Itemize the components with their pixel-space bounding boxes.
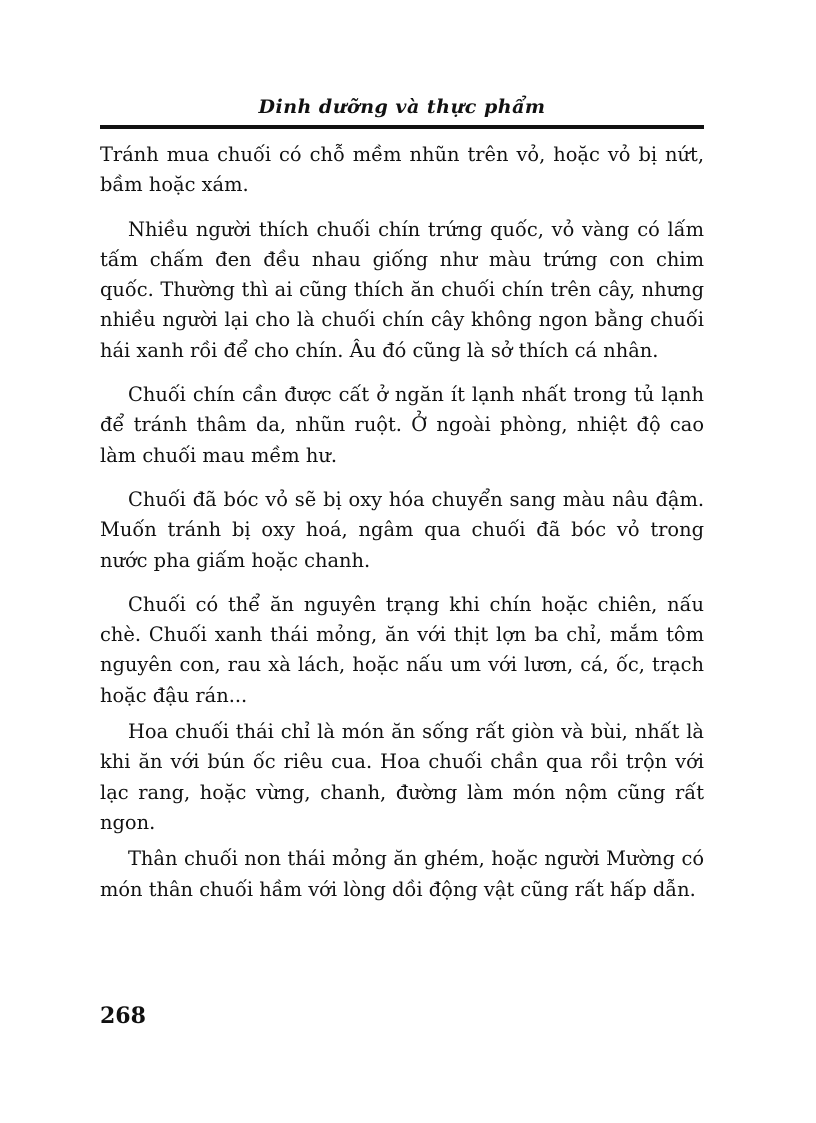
paragraph: Chuối có thể ăn nguyên trạng khi chín hoặc chiên, nấu chè. Chuối xanh thái mỏng, ăn với thịt lợn ba chỉ, mắm tôm nguyên con, rau xà lách, hoặc nấu um với lươn, cá, ốc, trạch hoặc đậu rán... xyxy=(100,592,704,707)
body-text xyxy=(100,140,704,905)
paragraph: Tránh mua chuối có chỗ mềm nhũn trên vỏ, hoặc vỏ bị nứt, bầm hoặc xám. xyxy=(100,143,704,197)
book-page xyxy=(100,0,704,1123)
paragraph: Thân chuối non thái mỏng ăn ghém, hoặc người Mường có món thân chuối hầm với lòng dồi động vật cũng rất hấp dẫn. xyxy=(100,847,704,901)
page-number: 268 xyxy=(100,1003,146,1029)
paragraph: Nhiều người thích chuối chín trứng quốc, vỏ vàng có lấm tấm chấm đen đều nhau giống như màu trứng con chim quốc. Thường thì ai cũng thích ăn chuối chín trên cây, nhưng nhiều người lại cho là chuối chín cây không ngon bằng chuối hái xanh rồi để cho chín. Âu đó cũng là sở thích cá nhân. xyxy=(100,217,704,362)
paragraph: Hoa chuối thái chỉ là món ăn sống rất giòn và bùi, nhất là khi ăn với bún ốc riêu cua. Hoa chuối chần qua rồi trộn với lạc rang, hoặc vừng, chanh, đường làm món nộm cũng rất ngon. xyxy=(100,720,704,834)
header-rule xyxy=(100,125,704,129)
paragraph: Chuối đã bóc vỏ sẽ bị oxy hóa chuyển sang màu nâu đậm. Muốn tránh bị oxy hoá, ngâm qua chuối đã bóc vỏ trong nước pha giấm hoặc chanh. xyxy=(100,487,704,572)
running-header: Dinh dưỡng và thực phẩm xyxy=(258,96,546,118)
paragraph: Chuối chín cần được cất ở ngăn ít lạnh nhất trong tủ lạnh để tránh thâm da, nhũn ruột. Ở ngoài phòng, nhiệt độ cao làm chuối mau mềm hư. xyxy=(100,383,704,467)
